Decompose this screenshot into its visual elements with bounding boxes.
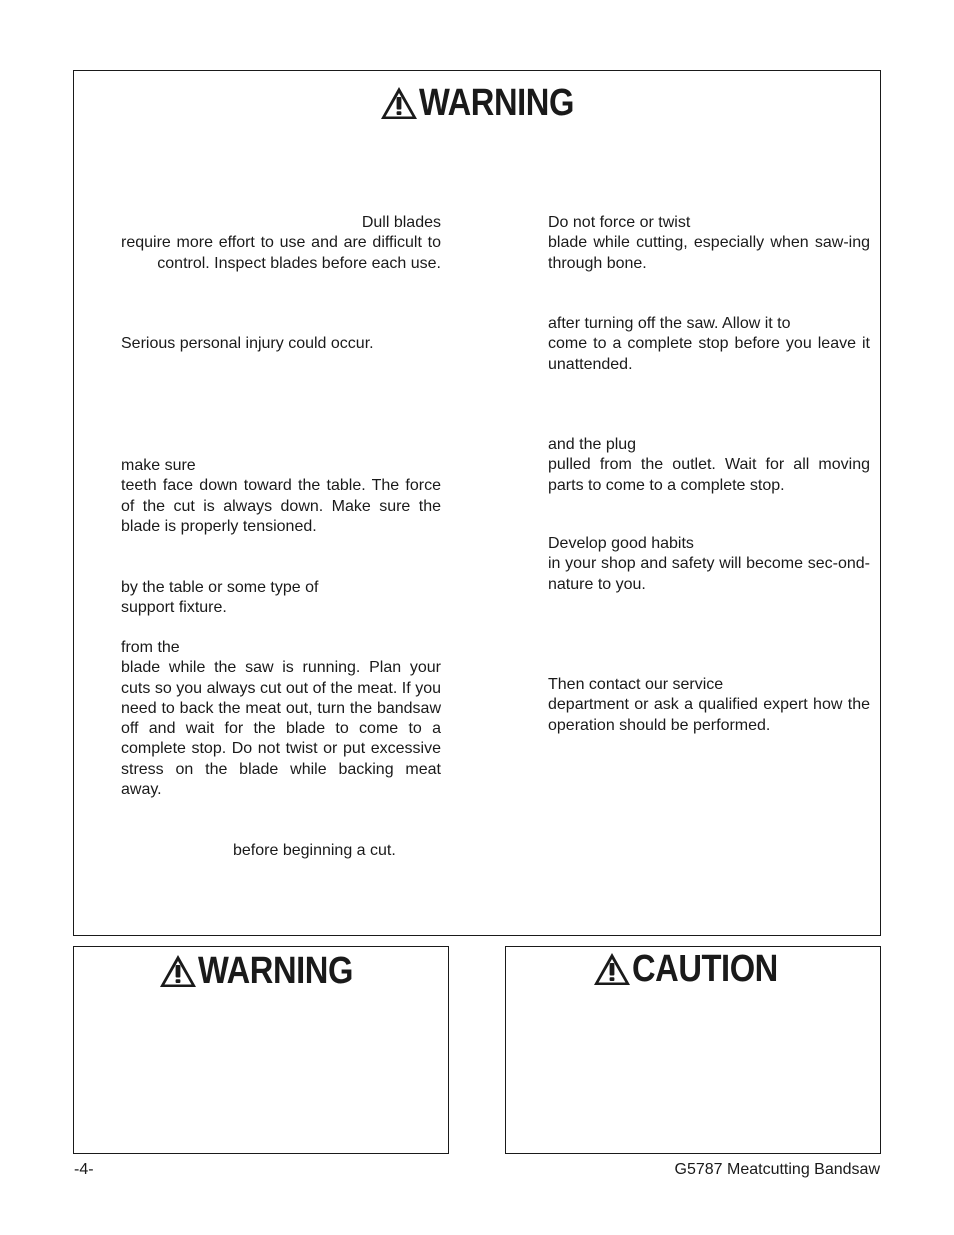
right-para-1: Do not force or twist blade while cutting, especially when saw-ing through bone. [548, 214, 870, 272]
left-para-2: Serious personal injury could occur. [121, 335, 374, 352]
right-para-5: Then contact our service department or ask a qualified expert how the operation should be performed. [548, 676, 870, 734]
footer-title: G5787 Meatcutting Bandsaw [674, 1161, 880, 1178]
caution-header [593, 950, 802, 988]
caution-heading-text: CAUTION [632, 948, 778, 990]
left-para-4: by the table or some type of support fixture. [121, 579, 319, 617]
warning-triangle-icon [593, 952, 631, 986]
warning-triangle-icon [380, 86, 418, 120]
page-number: -4- [74, 1161, 94, 1178]
secondary-warning-header [159, 952, 378, 990]
left-para-6: before beginning a cut. [233, 842, 396, 859]
main-warning-header [380, 84, 599, 122]
left-para-3: make sure teeth face down toward the table. The force of the cut is always down. Make sure the blade is properly tensioned. [121, 457, 441, 535]
warning-heading-text: WARNING [198, 950, 353, 992]
right-para-2: after turning off the saw. Allow it to come to a complete stop before you leave it unattended. [548, 315, 870, 373]
left-para-5: from the blade while the saw is running. Plan your cuts so you always cut out of the meat. If you need to back the meat out, turn the bandsaw off and wait for the blade to come to a complete stop. Do not twist or put excessive stress on the blade while backing meat away. [121, 639, 441, 799]
left-para-1: Dull blades require more effort to use and are difficult to control. Inspect blades before each use. [121, 214, 441, 272]
right-para-3: and the plug pulled from the outlet. Wait for all moving parts to come to a complete stop. [548, 436, 870, 494]
warning-heading-text: WARNING [419, 82, 574, 124]
right-para-4: Develop good habits in your shop and safety will become sec-ond-nature to you. [548, 535, 870, 593]
warning-triangle-icon [159, 954, 197, 988]
